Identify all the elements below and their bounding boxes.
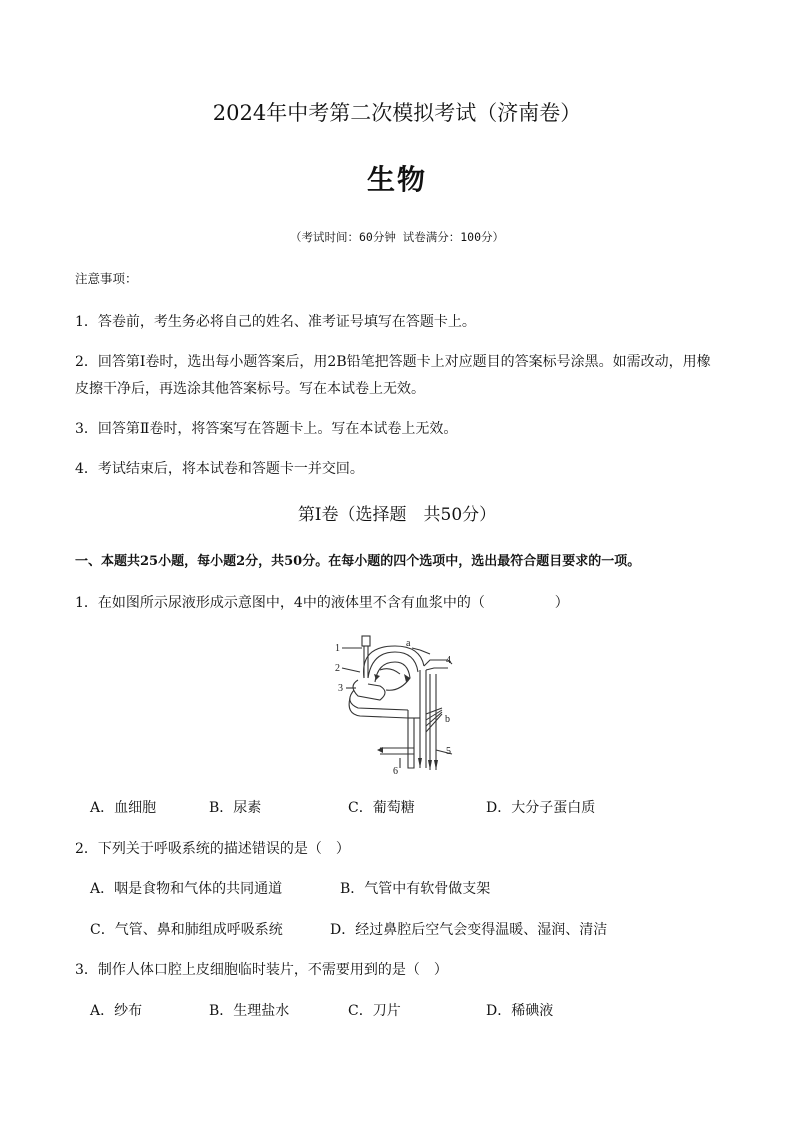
notice-item-3: 3．回答第Ⅱ卷时，将答案写在答题卡上。写在本试卷上无效。 — [75, 421, 458, 437]
notice-heading: 注意事项： — [75, 271, 138, 286]
q3-option-b: B．生理盐水 — [209, 1003, 290, 1019]
diagram-label-b: b — [445, 714, 450, 725]
exam-title: 2024年中考第二次模拟考试（济南卷） — [212, 101, 582, 125]
q2-option-d: D．经过鼻腔后空气会变得温暖、湿润、清洁 — [330, 922, 608, 938]
q3-option-d: D．稀碘液 — [486, 1003, 554, 1019]
diagram-label-1: 1 — [335, 643, 340, 654]
subject-title: 生物 — [366, 163, 427, 196]
diagram-label-5: 5 — [446, 746, 451, 757]
diagram-label-a: a — [406, 638, 411, 649]
q1-option-a: A．血细胞 — [90, 800, 157, 816]
diagram-label-4: 4 — [446, 655, 451, 666]
section-title: 第Ⅰ卷（选择题 共50分） — [297, 505, 497, 525]
exam-time-info: （考试时间：60分钟 试卷满分：100分） — [289, 230, 505, 244]
question-2-stem: 2．下列关于呼吸系统的描述错误的是（ ） — [75, 841, 350, 857]
q2-option-c: C．气管、鼻和肺组成呼吸系统 — [90, 922, 283, 938]
diagram-label-2: 2 — [335, 663, 340, 674]
notice-item-1: 1．答卷前，考生务必将自己的姓名、准考证号填写在答题卡上。 — [75, 314, 476, 330]
diagram-label-6: 6 — [393, 766, 398, 775]
section-intro: 一、本题共25小题，每小题2分，共50分。在每小题的四个选项中，选出最符合题目要求的一项。 — [75, 554, 641, 569]
urine-formation-diagram — [330, 630, 465, 775]
q1-option-b: B．尿素 — [209, 800, 262, 816]
diagram-label-3: 3 — [338, 683, 343, 694]
notice-item-2: 2．回答第Ⅰ卷时，选出每小题答案后，用2B铅笔把答题卡上对应题目的答案标号涂黑。如需改动，用橡 — [75, 354, 711, 370]
q1-option-d: D．大分子蛋白质 — [486, 800, 596, 816]
q2-option-a: A．咽是食物和气体的共同通道 — [90, 881, 283, 897]
q2-option-b: B．气管中有软骨做支架 — [340, 881, 491, 897]
q3-option-c: C．刀片 — [348, 1003, 401, 1019]
question-1-stem: 1．在如图所示尿液形成示意图中，4中的液体里不含有血浆中的（ ） — [75, 595, 569, 611]
notice-item-4: 4．考试结束后，将本试卷和答题卡一并交回。 — [75, 461, 364, 477]
q3-option-a: A．纱布 — [90, 1003, 143, 1019]
q1-option-c: C．葡萄糖 — [348, 800, 415, 816]
question-3-stem: 3．制作人体口腔上皮细胞临时装片，不需要用到的是（ ） — [75, 962, 448, 978]
notice-item-2-cont: 皮擦干净后，再选涂其他答案标号。写在本试卷上无效。 — [75, 381, 425, 397]
